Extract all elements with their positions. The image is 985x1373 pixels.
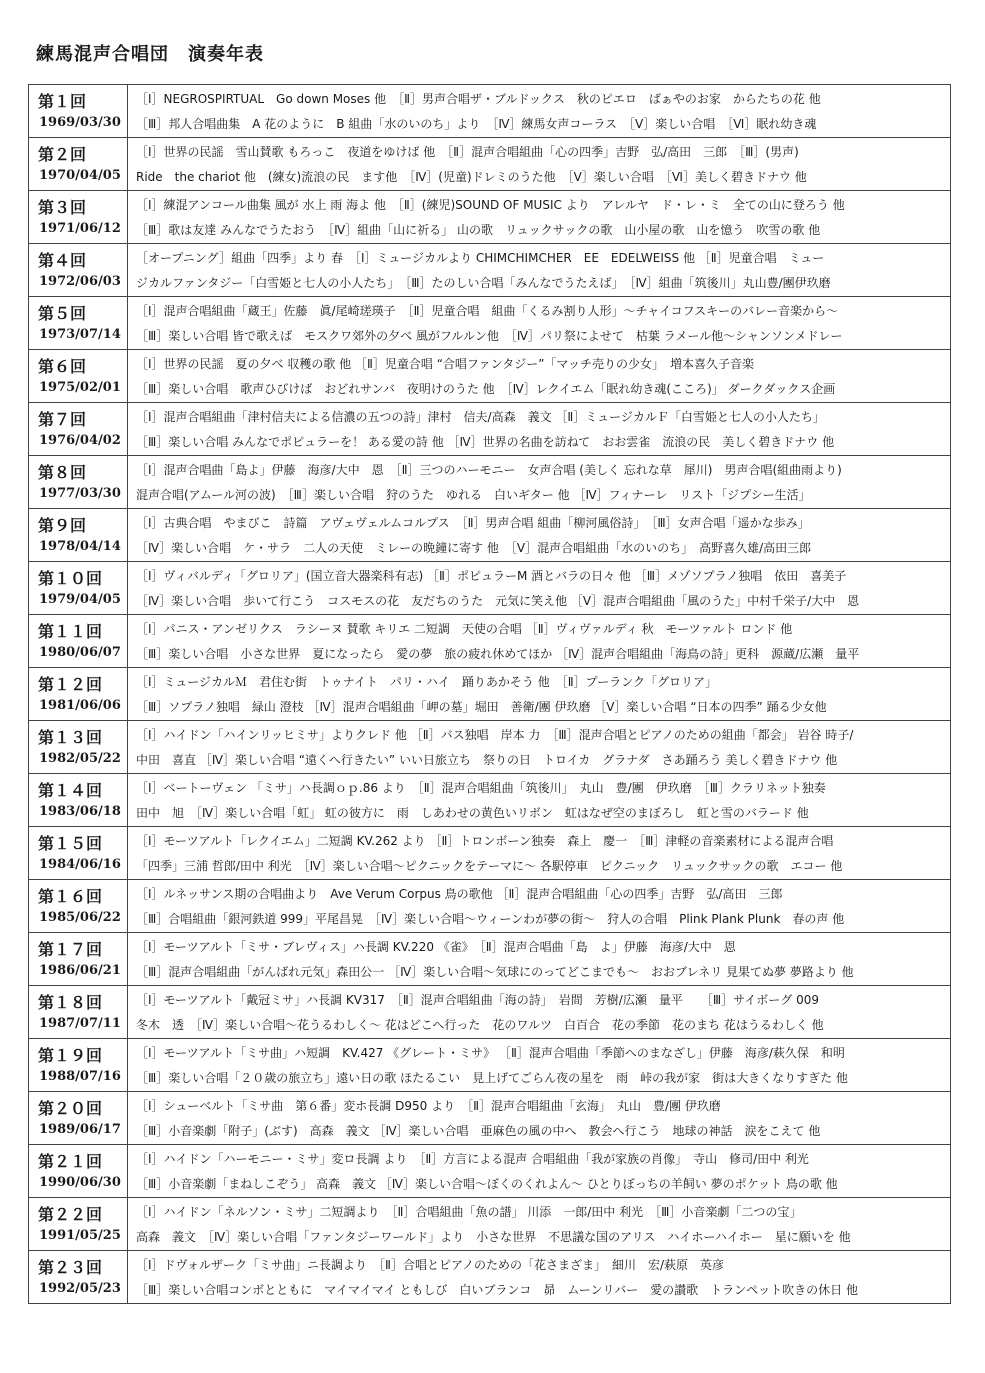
concert-id-cell [29, 933, 128, 986]
concert-date: 1987/07/11 [39, 1016, 121, 1031]
program-cell [128, 350, 951, 403]
program-line-1: ［Ⅰ］ベートーヴェン 「ミサ」ハ長調ｏｐ.86 より ［Ⅱ］混声合唱組曲「筑後川」 丸山 豊/團 伊玖磨 ［Ⅲ］クラリネット独奏 [136, 781, 826, 795]
program-line-1: ［Ⅰ］練混アンコール曲集 風が 水上 雨 海よ 他 ［Ⅱ］(練児)SOUND OF MUSIC より アレルヤ ド・レ・ミ 全ての山に登ろう 他 [136, 198, 845, 212]
concert-id-cell [29, 668, 128, 721]
table-row [29, 880, 951, 933]
concert-id-cell [29, 986, 128, 1039]
program-line-2: 田中 旭 ［Ⅳ］楽しい合唱「虹」 虹の彼方に 雨 しあわせの黄色いリボン 虹はなぜ空のまぼろし 虹と雪のバラード 他 [136, 806, 809, 820]
concert-number: 第１７回 [38, 940, 103, 959]
program-line-1: ［Ⅰ］モーツアルト「レクイエム」二短調 KV.262 より ［Ⅱ］トロンボーン独奏 森上 慶一 ［Ⅲ］津軽の音楽素材による混声合唱 [136, 834, 834, 848]
program-cell [128, 244, 951, 297]
table-row [29, 721, 951, 774]
concert-number: 第４回 [38, 251, 87, 270]
program-line-2: ［Ⅲ］ソプラノ独唱 緑山 澄枝 ［Ⅳ］混声合唱組曲「岬の墓」堀田 善衛/團 伊玖磨 ［Ⅴ］楽しい合唱 “日本の四季” 踊る少女他 [136, 700, 827, 714]
table-row [29, 1039, 951, 1092]
table-row [29, 138, 951, 191]
table-row [29, 1198, 951, 1251]
page-title: 練馬混声合唱団 演奏年表 [36, 44, 264, 65]
table-row [29, 1145, 951, 1198]
concert-number: 第１４回 [38, 781, 103, 800]
concert-id-cell [29, 509, 128, 562]
concert-number: 第９回 [38, 516, 87, 535]
concert-number: 第２１回 [38, 1152, 103, 1171]
concert-id-cell [29, 721, 128, 774]
concert-id-cell [29, 297, 128, 350]
program-line-2: Ride the chariot 他 (練女)流浪の民 ます他 ［Ⅳ］(児童)ドレミのうた他 ［Ⅴ］楽しい合唱 ［Ⅵ］美しく碧きドナウ 他 [136, 170, 807, 184]
concert-date: 1982/05/22 [39, 751, 121, 766]
concert-date: 1971/06/12 [39, 221, 121, 236]
program-line-1: ［Ⅰ］混声合唱曲「島よ」伊藤 海彦/大中 恩 ［Ⅱ］三つのハーモニー 女声合唱 (美しく 忘れな草 犀川) 男声合唱(組曲雨より) [136, 463, 842, 477]
concert-date: 1977/03/30 [39, 486, 121, 501]
table-row [29, 933, 951, 986]
concert-number: 第８回 [38, 463, 87, 482]
program-line-2: ［Ⅲ］楽しい合唱 皆で歌えば モスクワ郊外の夕べ 風がフルルン他 ［Ⅳ］パリ祭によせて 枯葉 ラメール他～シャンソンメドレー [136, 329, 843, 343]
program-line-1: ［Ⅰ］パニス・アンゼリクス ラシーヌ 賛歌 キリエ 二短調 天使の合唱 ［Ⅱ］ヴィヴァルディ 秋 モーツァルト ロンド 他 [136, 622, 793, 636]
program-line-2: ［Ⅲ］楽しい合唱コンボとともに マイマイマイ ともしび 白いブランコ 昴 ムーンリバー 愛の讃歌 トランペット吹きの休日 他 [136, 1283, 858, 1297]
concert-date: 1970/04/05 [39, 168, 121, 183]
concert-id-cell [29, 1039, 128, 1092]
concert-date: 1972/06/03 [39, 274, 121, 289]
table-row [29, 456, 951, 509]
concert-id-cell [29, 880, 128, 933]
program-line-1: ［Ⅰ］NEGROSPIRTUAL Go down Moses 他 ［Ⅱ］男声合唱ザ・ブルドックス 秋のピエロ ばぁやのお家 からたちの花 他 [136, 92, 821, 106]
concert-number: 第３回 [38, 198, 87, 217]
concert-date: 1992/05/23 [39, 1281, 121, 1296]
program-line-2: ［Ⅲ］合唱組曲「銀河鉄道 999」平尾昌晃 ［Ⅳ］楽しい合唱～ウィーンわが夢の街～ 狩人の合唱 Plink Plank Plunk 春の声 他 [136, 912, 845, 926]
concert-number: 第１９回 [38, 1046, 103, 1065]
concert-number: 第１５回 [38, 834, 103, 853]
concert-date: 1991/05/25 [39, 1228, 121, 1243]
concert-id-cell [29, 562, 128, 615]
concert-id-cell [29, 403, 128, 456]
concert-date: 1990/06/30 [39, 1175, 121, 1190]
program-cell [128, 827, 951, 880]
concert-date: 1981/06/06 [39, 698, 121, 713]
program-cell [128, 1039, 951, 1092]
program-cell [128, 509, 951, 562]
program-line-2: ［Ⅲ］小音楽劇「まねしこぞう」 高森 義文 ［Ⅳ］楽しい合唱～ぼくのくれよん～ ひとりぼっちの羊飼い 夢のポケット 鳥の歌 他 [136, 1177, 838, 1191]
program-line-1: ［Ⅰ］ヴィバルディ「グロリア」(国立音大器楽科有志) ［Ⅱ］ポピュラーM 酒とバラの日々 他 ［Ⅲ］メゾソプラノ独唱 依田 喜美子 [136, 569, 847, 583]
program-line-2: ［Ⅲ］小音楽劇「附子」(ぶす) 高森 義文 ［Ⅳ］楽しい合唱 亜麻色の風の中へ 教会へ行こう 地球の神話 涙をこえて 他 [136, 1124, 821, 1138]
program-line-2: ［Ⅲ］楽しい合唱「２０歳の旅立ち」遠い日の歌 ほたるこい 見上げてごらん夜の星を 雨 峠の我が家 街は大きくなりすぎた 他 [136, 1071, 848, 1085]
program-cell [128, 1145, 951, 1198]
program-line-1: ［Ⅰ］混声合唱組曲「蔵王」佐藤 眞/尾崎瑳瑛子 ［Ⅱ］児童合唱 組曲「くるみ割り人形」～チャイコフスキーのバレー音楽から～ [136, 304, 839, 318]
table-row [29, 509, 951, 562]
table-row [29, 1251, 951, 1304]
concert-number: 第１３回 [38, 728, 103, 747]
program-cell [128, 403, 951, 456]
program-line-1: ［Ⅰ］シューベルト「ミサ曲 第６番」変ホ長調 D950 より ［Ⅱ］混声合唱組曲「玄海」 丸山 豊/團 伊玖磨 [136, 1099, 721, 1113]
program-line-1: ［Ⅰ］ルネッサンス期の合唱曲より Ave Verum Corpus 鳥の歌他 ［Ⅱ］混声合唱組曲「心の四季」吉野 弘/高田 三郎 [136, 887, 783, 901]
program-line-1: ［Ⅰ］ドヴォルザーク「ミサ曲」ニ長調より ［Ⅱ］合唱とピアノのための「花さまざま」 細川 宏/萩原 英彦 [136, 1258, 725, 1272]
concert-date: 1975/02/01 [39, 380, 121, 395]
program-line-2: 中田 喜直 ［Ⅳ］楽しい合唱 “遠くへ行きたい” いい日旅立ち 祭りの日 トロイカ グラナダ さあ踊ろう 美しく碧きドナウ 他 [136, 753, 838, 767]
concert-number: 第１８回 [38, 993, 103, 1012]
program-line-1: ［Ⅰ］ハイドン「ネルソン・ミサ」二短調より ［Ⅱ］合唱組曲「魚の譜」 川添 一郎/田中 利光 ［Ⅲ］小音楽劇「二つの宝」 [136, 1205, 802, 1219]
concert-date: 1973/07/14 [39, 327, 121, 342]
program-cell [128, 1251, 951, 1304]
program-cell [128, 297, 951, 350]
program-line-2: ［Ⅲ］邦人合唱曲集 A 花のように B 組曲「水のいのち」より ［Ⅳ］練馬女声コーラス ［Ⅴ］楽しい合唱 ［Ⅵ］眠れ幼き魂 [136, 117, 817, 131]
program-line-1: ［Ⅰ］ハイドン「ハーモニー・ミサ」変ロ長調 より ［Ⅱ］方言による混声 合唱組曲「我が家族の肖像」 寺山 修司/田中 利光 [136, 1152, 809, 1166]
concert-date: 1976/04/02 [39, 433, 121, 448]
program-cell [128, 668, 951, 721]
program-cell [128, 721, 951, 774]
table-row [29, 191, 951, 244]
table-row [29, 1092, 951, 1145]
program-cell [128, 615, 951, 668]
concert-number: 第１２回 [38, 675, 103, 694]
program-line-2: ［Ⅲ］楽しい合唱 歌声ひびけば おどれサンバ 夜明けのうた 他 ［Ⅳ］レクイエム「眠れ幼き魂(こころ)」 ダークダックス企画 [136, 382, 836, 396]
program-line-1: ［Ⅰ］古典合唱 やまびこ 詩篇 アヴェヴェルムコルプス ［Ⅱ］男声合唱 組曲「柳河風俗詩」 ［Ⅲ］女声合唱「遥かな歩み」 [136, 516, 810, 530]
concert-id-cell [29, 1251, 128, 1304]
program-line-1: ［Ⅰ］混声合唱組曲「津村信夫による信濃の五つの詩」津村 信夫/高森 義文 ［Ⅱ］ミュージカルＦ「白雪姫と七人の小人たち」 [136, 410, 825, 424]
program-cell [128, 1198, 951, 1251]
table-row [29, 297, 951, 350]
concert-date: 1985/06/22 [39, 910, 121, 925]
program-line-1: ［Ⅰ］モーツアルト「戴冠ミサ」ハ長調 KV317 ［Ⅱ］混声合唱組曲「海の詩」 岩間 芳樹/広瀬 量平 ［Ⅲ］サイボーグ 009 [136, 993, 820, 1007]
program-cell [128, 880, 951, 933]
table-row [29, 350, 951, 403]
program-cell [128, 138, 951, 191]
program-line-2: ［Ⅲ］楽しい合唱 みんなでポピュラーを！ ある愛の詩 他 ［Ⅳ］世界の名曲を訪ねて おお雲雀 流浪の民 美しく碧きドナウ 他 [136, 435, 835, 449]
concert-id-cell [29, 191, 128, 244]
concert-date: 1978/04/14 [39, 539, 121, 554]
program-cell [128, 562, 951, 615]
concert-id-cell [29, 774, 128, 827]
concert-number: 第１１回 [38, 622, 103, 641]
concert-date: 1988/07/16 [39, 1069, 121, 1084]
concert-number: 第２２回 [38, 1205, 103, 1224]
program-line-2: ［Ⅳ］楽しい合唱 歩いて行こう コスモスの花 友だちのうた 元気に笑え他 ［Ⅴ］混声合唱組曲「風のうた」中村千栄子/大中 恩 [136, 594, 860, 608]
concert-number: 第７回 [38, 410, 87, 429]
concert-date: 1979/04/05 [39, 592, 121, 607]
program-line-1: ［Ⅰ］ミュージカルＭ 君住む街 トゥナイト パリ・ハイ 踊りあかそう 他 ［Ⅱ］プーランク「グロリア」 [136, 675, 718, 689]
concert-id-cell [29, 350, 128, 403]
concert-id-cell [29, 1092, 128, 1145]
concert-number: 第６回 [38, 357, 87, 376]
table-row [29, 774, 951, 827]
table-row [29, 85, 951, 138]
concert-id-cell [29, 827, 128, 880]
table-row [29, 244, 951, 297]
program-cell [128, 85, 951, 138]
concert-date: 1980/06/07 [39, 645, 121, 660]
table-row [29, 986, 951, 1039]
program-cell [128, 1092, 951, 1145]
concert-number: 第２０回 [38, 1099, 103, 1118]
concert-date: 1983/06/18 [39, 804, 121, 819]
program-line-1: ［Ⅰ］世界の民謡 夏の夕べ 収穫の歌 他 ［Ⅱ］児童合唱 “合唱ファンタジー”「マッチ売りの少女」 増本喜久子音楽 [136, 357, 754, 371]
program-line-1: ［Ⅰ］ハイドン「ハインリッヒミサ」よりクレド 他 ［Ⅱ］バス独唱 岸本 力 ［Ⅲ］混声合唱とピアノのための組曲「都会」 岩谷 時子/ [136, 728, 854, 742]
program-cell [128, 774, 951, 827]
program-line-1: ［Ⅰ］モーツアルト「ミサ・ブレヴィス」ハ長調 KV.220 《雀》 ［Ⅱ］混声合唱曲「島 よ」伊藤 海彦/大中 恩 [136, 940, 736, 954]
concert-id-cell [29, 138, 128, 191]
concert-date: 1989/06/17 [39, 1122, 121, 1137]
table-row [29, 403, 951, 456]
table-row [29, 615, 951, 668]
table-row [29, 562, 951, 615]
concert-history-table [28, 84, 951, 1304]
program-line-1: ［Ⅰ］世界の民謡 雪山賛歌 もろっこ 夜道をゆけば 他 ［Ⅱ］混声合唱組曲「心の四季」吉野 弘/高田 三郎 ［Ⅲ］(男声) [136, 145, 799, 159]
program-line-2: ［Ⅲ］混声合唱組曲「がんばれ元気」森田公一 ［Ⅳ］楽しい合唱～気球にのってどこまでも～ おおブレネリ 見果てぬ夢 夢路より 他 [136, 965, 854, 979]
concert-date: 1986/06/21 [39, 963, 121, 978]
concert-number: 第２回 [38, 145, 87, 164]
concert-id-cell [29, 85, 128, 138]
program-line-2: ［Ⅳ］楽しい合唱 ケ・サラ 二人の天使 ミレーの晩鐘に寄す 他 ［Ⅴ］混声合唱組曲「水のいのち」 高野喜久雄/高田三郎 [136, 541, 812, 555]
program-line-2: 「四季」三浦 哲郎/田中 利光 ［Ⅳ］楽しい合唱～ピクニックをテーマに～ 各駅停車 ピクニック リュックサックの歌 エコー 他 [136, 859, 843, 873]
concert-date: 1984/06/16 [39, 857, 121, 872]
program-cell [128, 191, 951, 244]
concert-id-cell [29, 456, 128, 509]
program-line-2: ジカルファンタジー「白雪姫と七人の小人たち」 ［Ⅲ］たのしい合唱「みんなでうたえば」 ［Ⅳ］組曲「筑後川」丸山豊/團伊玖磨 [136, 276, 831, 290]
program-cell [128, 933, 951, 986]
program-line-2: 冬木 透 ［Ⅳ］楽しい合唱～花うるわしく～ 花はどこへ行った 花のワルツ 白百合 花の季節 花のまち 花はうるわしく 他 [136, 1018, 824, 1032]
program-line-2: 高森 義文 ［Ⅳ］楽しい合唱「ファンタジーワールド」より 小さな世界 不思議な国のアリス ハイホーハイホー 星に願いを 他 [136, 1230, 851, 1244]
program-line-1: ［Ⅰ］モーツアルト「ミサ曲」ハ短調 KV.427 《グレート・ミサ》 ［Ⅱ］混声合唱曲「季節へのまなざし」伊藤 海彦/萩久保 和明 [136, 1046, 845, 1060]
concert-number: 第１回 [38, 92, 87, 111]
program-line-2: ［Ⅲ］歌は友達 みんなでうたおう ［Ⅳ］組曲「山に祈る」 山の歌 リュックサックの歌 山小屋の歌 山を憶う 吹雪の歌 他 [136, 223, 821, 237]
program-line-1: ［オープニング］組曲「四季」より 春 ［Ⅰ］ミュージカルより CHIMCHIMCHER EE EDELWEISS 他 ［Ⅱ］児童合唱 ミュー [136, 251, 825, 265]
concert-number: 第１０回 [38, 569, 103, 588]
concert-history-body [29, 85, 951, 1304]
program-cell [128, 456, 951, 509]
concert-number: 第５回 [38, 304, 87, 323]
concert-id-cell [29, 1145, 128, 1198]
table-row [29, 827, 951, 880]
concert-date: 1969/03/30 [39, 115, 121, 130]
program-cell [128, 986, 951, 1039]
program-line-2: ［Ⅲ］楽しい合唱 小さな世界 夏になったら 愛の夢 旅の疲れ休めてほか ［Ⅳ］混声合唱組曲「海鳥の詩」更科 源蔵/広瀬 量平 [136, 647, 860, 661]
program-line-2: 混声合唱(アムール河の波) ［Ⅲ］楽しい合唱 狩のうた ゆれる 白いギター 他 ［Ⅳ］フィナーレ リスト「ジプシー生活」 [136, 488, 811, 502]
concert-number: 第２３回 [38, 1258, 103, 1277]
concert-id-cell [29, 1198, 128, 1251]
concert-id-cell [29, 244, 128, 297]
table-row [29, 668, 951, 721]
concert-id-cell [29, 615, 128, 668]
concert-number: 第１６回 [38, 887, 103, 906]
